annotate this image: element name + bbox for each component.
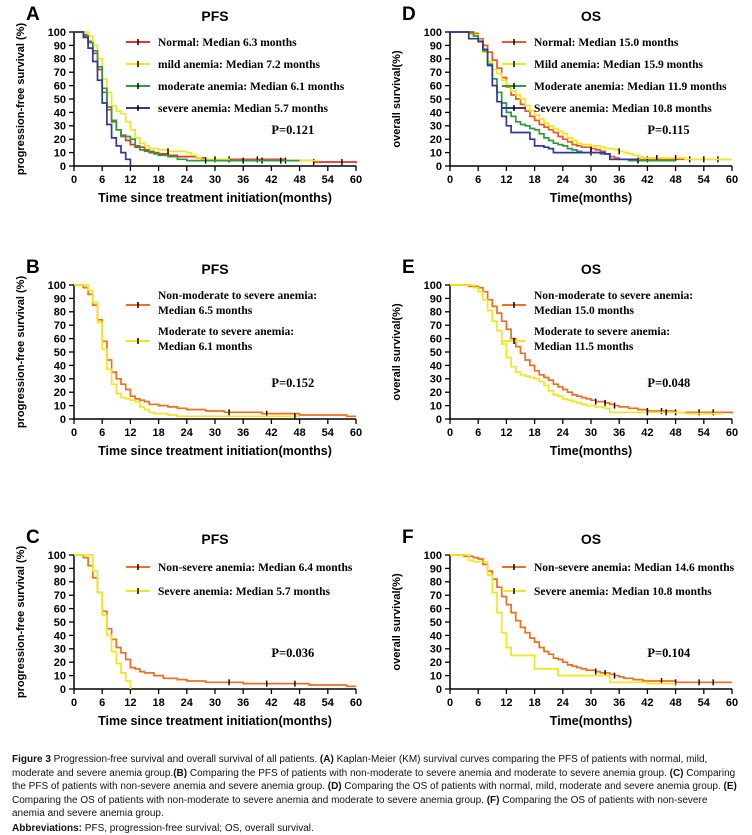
svg-text:48: 48 [293, 174, 305, 186]
svg-text:60: 60 [54, 603, 66, 615]
svg-text:12: 12 [500, 697, 512, 709]
chart-title: PFS [201, 261, 228, 277]
svg-text:36: 36 [237, 697, 249, 709]
svg-text:100: 100 [424, 27, 442, 39]
svg-text:30: 30 [209, 697, 221, 709]
svg-text:100: 100 [48, 550, 66, 562]
svg-text:36: 36 [613, 174, 625, 186]
panel-label-C: C [26, 527, 40, 549]
legend-item-moderate-to-severe-anemia [126, 326, 294, 353]
panel-C [0, 467, 376, 745]
svg-text:20: 20 [430, 387, 442, 399]
svg-text:70: 70 [54, 67, 66, 79]
svg-text:36: 36 [613, 697, 625, 709]
svg-text:12: 12 [124, 427, 136, 439]
km-curve-mild-anemia [74, 32, 318, 161]
svg-text:6: 6 [99, 697, 105, 709]
x-axis-label: Time since treatment initiation(months) [98, 714, 332, 728]
svg-text:54: 54 [322, 697, 335, 709]
legend [502, 37, 727, 115]
svg-text:60: 60 [350, 427, 362, 439]
legend-label: severe anemia: Median 5.7 months [158, 103, 329, 115]
legend-item-severe-anemia [502, 586, 712, 598]
svg-text:36: 36 [237, 427, 249, 439]
svg-text:40: 40 [430, 107, 442, 119]
svg-text:18: 18 [528, 427, 540, 439]
axes [74, 555, 356, 689]
legend-label: Severe anemia: Median 10.8 months [534, 103, 712, 115]
svg-text:90: 90 [430, 40, 442, 52]
legend [126, 290, 317, 353]
panel-label-F: F [402, 527, 414, 549]
svg-text:0: 0 [71, 174, 77, 186]
panel-label-A: A [26, 4, 40, 26]
svg-text:18: 18 [152, 697, 164, 709]
svg-text:48: 48 [669, 427, 681, 439]
svg-text:54: 54 [698, 174, 711, 186]
legend [502, 290, 693, 353]
svg-text:54: 54 [322, 427, 335, 439]
km-curve-normal [450, 32, 732, 159]
svg-text:10: 10 [430, 147, 442, 159]
legend-label: Severe anemia: Median 5.7 months [158, 586, 330, 598]
svg-text:0: 0 [60, 684, 66, 696]
y-axis-ticks [48, 27, 74, 173]
x-axis-label: Time since treatment initiation(months) [98, 191, 332, 205]
caption-text [12, 753, 740, 821]
svg-text:12: 12 [124, 697, 136, 709]
legend [126, 37, 345, 115]
svg-text:54: 54 [322, 174, 335, 186]
svg-text:30: 30 [430, 121, 442, 133]
svg-text:36: 36 [613, 427, 625, 439]
svg-text:90: 90 [54, 40, 66, 52]
svg-text:6: 6 [99, 174, 105, 186]
svg-text:0: 0 [71, 427, 77, 439]
svg-text:60: 60 [726, 174, 738, 186]
km-chart-A [10, 6, 376, 211]
x-axis-ticks [447, 166, 738, 186]
svg-text:20: 20 [430, 134, 442, 146]
svg-text:20: 20 [54, 387, 66, 399]
legend-label: Severe anemia: Median 10.8 months [534, 586, 712, 598]
svg-text:50: 50 [54, 94, 66, 106]
svg-text:60: 60 [726, 697, 738, 709]
legend-label: Mild anemia: Median 15.9 months [534, 59, 704, 71]
legend-label: Moderate anemia: Median 11.9 months [534, 81, 727, 93]
svg-text:10: 10 [430, 670, 442, 682]
caption-segment: Comparing the OS of patients with non-severe anemia and severe anemia group. [12, 795, 707, 820]
p-value-text: P=0.104 [647, 646, 691, 660]
svg-text:20: 20 [54, 657, 66, 669]
y-axis-label: progression-free survival (%) [15, 546, 27, 699]
svg-text:50: 50 [54, 347, 66, 359]
svg-text:80: 80 [430, 577, 442, 589]
legend-label: Normal: Median 15.0 months [534, 37, 679, 49]
legend-label: Moderate to severe anemia: [534, 326, 670, 338]
km-curve-non-severe-anemia [450, 555, 732, 682]
chart-title: OS [581, 261, 601, 277]
panel-F [376, 467, 752, 745]
svg-text:60: 60 [54, 80, 66, 92]
panel-label-E: E [402, 257, 415, 279]
legend [126, 562, 353, 598]
svg-text:6: 6 [475, 697, 481, 709]
svg-text:40: 40 [430, 630, 442, 642]
svg-text:30: 30 [209, 174, 221, 186]
legend-label: Median 6.1 months [158, 341, 253, 353]
svg-text:18: 18 [152, 174, 164, 186]
legend-item-non-severe-anemia [502, 562, 735, 574]
panel-B [0, 215, 376, 467]
svg-text:70: 70 [54, 320, 66, 332]
chart-title: PFS [201, 8, 228, 24]
svg-text:24: 24 [557, 427, 570, 439]
caption-bold-segment: (F) [487, 795, 500, 806]
svg-text:18: 18 [528, 174, 540, 186]
panel-A [0, 0, 376, 215]
svg-text:40: 40 [54, 630, 66, 642]
svg-text:30: 30 [585, 697, 597, 709]
x-axis-ticks [447, 419, 738, 439]
svg-text:40: 40 [54, 107, 66, 119]
km-curve-moderate-anemia [74, 32, 300, 161]
svg-text:48: 48 [669, 697, 681, 709]
x-axis-ticks [447, 689, 738, 709]
caption-bold-segment: Abbreviations: [12, 823, 82, 834]
svg-text:60: 60 [54, 333, 66, 345]
caption-segment: Comparing the OS of patients with normal, mild, moderate and severe anemia group. [342, 781, 724, 792]
p-value-text: P=0.048 [647, 376, 690, 390]
svg-text:60: 60 [430, 603, 442, 615]
svg-text:30: 30 [585, 427, 597, 439]
km-curve-severe-anemia [450, 555, 676, 684]
legend-item-normal [502, 37, 679, 49]
legend-label: Median 15.0 months [534, 305, 635, 317]
svg-text:20: 20 [430, 657, 442, 669]
svg-text:0: 0 [436, 161, 442, 173]
km-chart-B [10, 259, 376, 464]
x-axis-label: Time(months) [550, 444, 632, 458]
svg-text:42: 42 [265, 427, 277, 439]
svg-text:42: 42 [265, 174, 277, 186]
p-value-text: P=0.152 [271, 376, 314, 390]
y-axis-ticks [424, 280, 450, 426]
svg-text:10: 10 [54, 670, 66, 682]
svg-text:42: 42 [641, 427, 653, 439]
svg-text:80: 80 [430, 54, 442, 66]
svg-text:54: 54 [698, 697, 711, 709]
svg-text:48: 48 [293, 427, 305, 439]
svg-text:30: 30 [54, 121, 66, 133]
svg-text:100: 100 [424, 550, 442, 562]
svg-text:50: 50 [54, 617, 66, 629]
panel-label-B: B [26, 257, 40, 279]
svg-text:80: 80 [54, 54, 66, 66]
y-axis-label: progression-free survival (%) [15, 23, 27, 176]
legend-label: Median 6.5 months [158, 305, 253, 317]
svg-text:12: 12 [500, 174, 512, 186]
svg-text:80: 80 [54, 307, 66, 319]
svg-text:50: 50 [430, 347, 442, 359]
svg-text:10: 10 [430, 400, 442, 412]
legend-item-non-moderate-to-severe-anemia [126, 290, 317, 317]
svg-text:20: 20 [54, 134, 66, 146]
svg-text:90: 90 [430, 293, 442, 305]
svg-text:30: 30 [430, 374, 442, 386]
y-axis-ticks [424, 27, 450, 173]
svg-text:30: 30 [54, 644, 66, 656]
legend-item-normal [126, 37, 297, 49]
y-axis-ticks [48, 280, 74, 426]
caption-bold-segment: (B) [173, 768, 187, 779]
legend-label: Non-severe anemia: Median 14.6 months [534, 562, 735, 574]
svg-text:10: 10 [54, 400, 66, 412]
caption-segment: Comparing the OS of patients with non-moderate to severe anemia and moderate to severe anemia group. [12, 795, 487, 806]
svg-text:100: 100 [48, 27, 66, 39]
svg-text:70: 70 [430, 320, 442, 332]
svg-text:42: 42 [641, 174, 653, 186]
legend-label: mild anemia: Median 7.2 months [158, 59, 320, 71]
y-axis-ticks [48, 550, 74, 696]
legend-item-mild-anemia [126, 59, 320, 71]
svg-text:42: 42 [265, 697, 277, 709]
legend [502, 562, 735, 598]
svg-text:60: 60 [350, 697, 362, 709]
km-curve-moderate-anemia [450, 32, 676, 161]
svg-text:0: 0 [436, 684, 442, 696]
svg-text:36: 36 [237, 174, 249, 186]
x-axis-label: Time(months) [550, 714, 632, 728]
legend-item-moderate-anemia [126, 81, 345, 93]
svg-text:0: 0 [71, 697, 77, 709]
km-chart-F [386, 529, 752, 734]
legend-label: Median 11.5 months [534, 341, 634, 353]
svg-text:30: 30 [430, 644, 442, 656]
figure-caption [0, 745, 752, 835]
caption-bold-segment: (C) [670, 768, 684, 779]
y-axis-label: overall survival(%) [391, 50, 403, 148]
legend-label: Non-severe anemia: Median 6.4 months [158, 562, 353, 574]
km-curve-severe-anemia [450, 32, 638, 161]
legend-label: Moderate to severe anemia: [158, 326, 294, 338]
svg-text:50: 50 [430, 617, 442, 629]
svg-text:40: 40 [430, 360, 442, 372]
km-chart-D [386, 6, 752, 211]
x-axis-ticks [71, 689, 362, 709]
p-value-text: P=0.115 [647, 123, 689, 137]
legend-label: Non-moderate to severe anemia: [158, 290, 317, 302]
caption-bold-segment: (D) [328, 781, 342, 792]
p-value-text: P=0.121 [271, 123, 314, 137]
svg-text:6: 6 [99, 427, 105, 439]
svg-text:54: 54 [698, 427, 711, 439]
svg-text:10: 10 [54, 147, 66, 159]
p-value-text: P=0.036 [271, 646, 314, 660]
svg-text:24: 24 [181, 174, 194, 186]
svg-text:30: 30 [585, 174, 597, 186]
caption-segment: Comparing the PFS of patients with non-severe anemia and severe anemia group. [12, 768, 735, 793]
legend-item-mild-anemia [502, 59, 704, 71]
x-axis-ticks [71, 166, 362, 186]
legend-item-moderate-to-severe-anemia [502, 326, 670, 353]
svg-text:40: 40 [54, 360, 66, 372]
svg-text:0: 0 [60, 414, 66, 426]
legend-item-severe-anemia [502, 103, 712, 115]
svg-text:6: 6 [475, 174, 481, 186]
svg-text:48: 48 [293, 697, 305, 709]
svg-text:0: 0 [436, 414, 442, 426]
svg-text:70: 70 [430, 67, 442, 79]
caption-abbreviations [12, 822, 740, 835]
svg-text:48: 48 [669, 174, 681, 186]
km-chart-E [386, 259, 752, 464]
y-axis-ticks [424, 550, 450, 696]
svg-text:0: 0 [60, 161, 66, 173]
legend-item-moderate-anemia [502, 81, 727, 93]
x-axis-label: Time since treatment initiation(months) [98, 444, 332, 458]
x-axis-label: Time(months) [550, 191, 632, 205]
km-curve-mild-anemia [450, 32, 732, 159]
legend-item-non-severe-anemia [126, 562, 353, 574]
caption-segment: Progression-free survival and overall survival of all patients. [51, 754, 320, 765]
svg-text:60: 60 [726, 427, 738, 439]
panel-label-D: D [402, 4, 416, 26]
svg-text:80: 80 [430, 307, 442, 319]
caption-bold-segment: (E) [724, 781, 737, 792]
caption-bold-segment: (A) [320, 754, 334, 765]
svg-text:90: 90 [430, 563, 442, 575]
chart-title: OS [581, 8, 601, 24]
caption-segment: Comparing the PFS of patients with non-moderate to severe anemia and moderate to severe anemia group. [187, 768, 670, 779]
chart-title: OS [581, 531, 601, 547]
legend-label: Non-moderate to severe anemia: [534, 290, 693, 302]
svg-text:6: 6 [475, 427, 481, 439]
km-curve-severe-anemia [74, 555, 130, 689]
svg-text:90: 90 [54, 293, 66, 305]
legend-item-severe-anemia [126, 586, 330, 598]
svg-text:0: 0 [447, 427, 453, 439]
svg-text:18: 18 [528, 697, 540, 709]
svg-text:12: 12 [124, 174, 136, 186]
svg-text:0: 0 [447, 174, 453, 186]
caption-segment: PFS, progression-free survival; OS, overall survival. [82, 823, 314, 834]
chart-title: PFS [201, 531, 228, 547]
caption-bold-segment: Figure 3 [12, 754, 51, 765]
km-curve-severe-anemia [74, 32, 130, 166]
svg-text:30: 30 [209, 427, 221, 439]
svg-text:60: 60 [430, 80, 442, 92]
legend-item-non-moderate-to-severe-anemia [502, 290, 693, 317]
svg-text:100: 100 [424, 280, 442, 292]
svg-text:12: 12 [500, 427, 512, 439]
svg-text:30: 30 [54, 374, 66, 386]
svg-text:80: 80 [54, 577, 66, 589]
y-axis-label: overall survival(%) [391, 303, 403, 401]
svg-text:100: 100 [48, 280, 66, 292]
svg-text:24: 24 [181, 697, 194, 709]
x-axis-ticks [71, 419, 362, 439]
svg-text:90: 90 [54, 563, 66, 575]
svg-text:24: 24 [181, 427, 194, 439]
legend-label: moderate anemia: Median 6.1 months [158, 81, 345, 93]
svg-text:70: 70 [54, 590, 66, 602]
panel-D [376, 0, 752, 215]
svg-text:70: 70 [430, 590, 442, 602]
km-curve-non-severe-anemia [74, 555, 356, 686]
km-chart-C [10, 529, 376, 734]
caption-segment: Kaplan-Meier (KM) survival curves comparing the PFS of patients with normal, mild, moderate and severe anemia group. [12, 754, 707, 779]
svg-text:50: 50 [430, 94, 442, 106]
panel-E [376, 215, 752, 467]
y-axis-label: progression-free survival (%) [15, 276, 27, 429]
svg-text:24: 24 [557, 174, 570, 186]
svg-text:60: 60 [430, 333, 442, 345]
svg-text:60: 60 [350, 174, 362, 186]
svg-text:0: 0 [447, 697, 453, 709]
svg-text:24: 24 [557, 697, 570, 709]
y-axis-label: overall survival(%) [391, 573, 403, 671]
svg-text:18: 18 [152, 427, 164, 439]
legend-item-severe-anemia [126, 103, 329, 115]
legend-label: Normal: Median 6.3 months [158, 37, 297, 49]
svg-text:42: 42 [641, 697, 653, 709]
